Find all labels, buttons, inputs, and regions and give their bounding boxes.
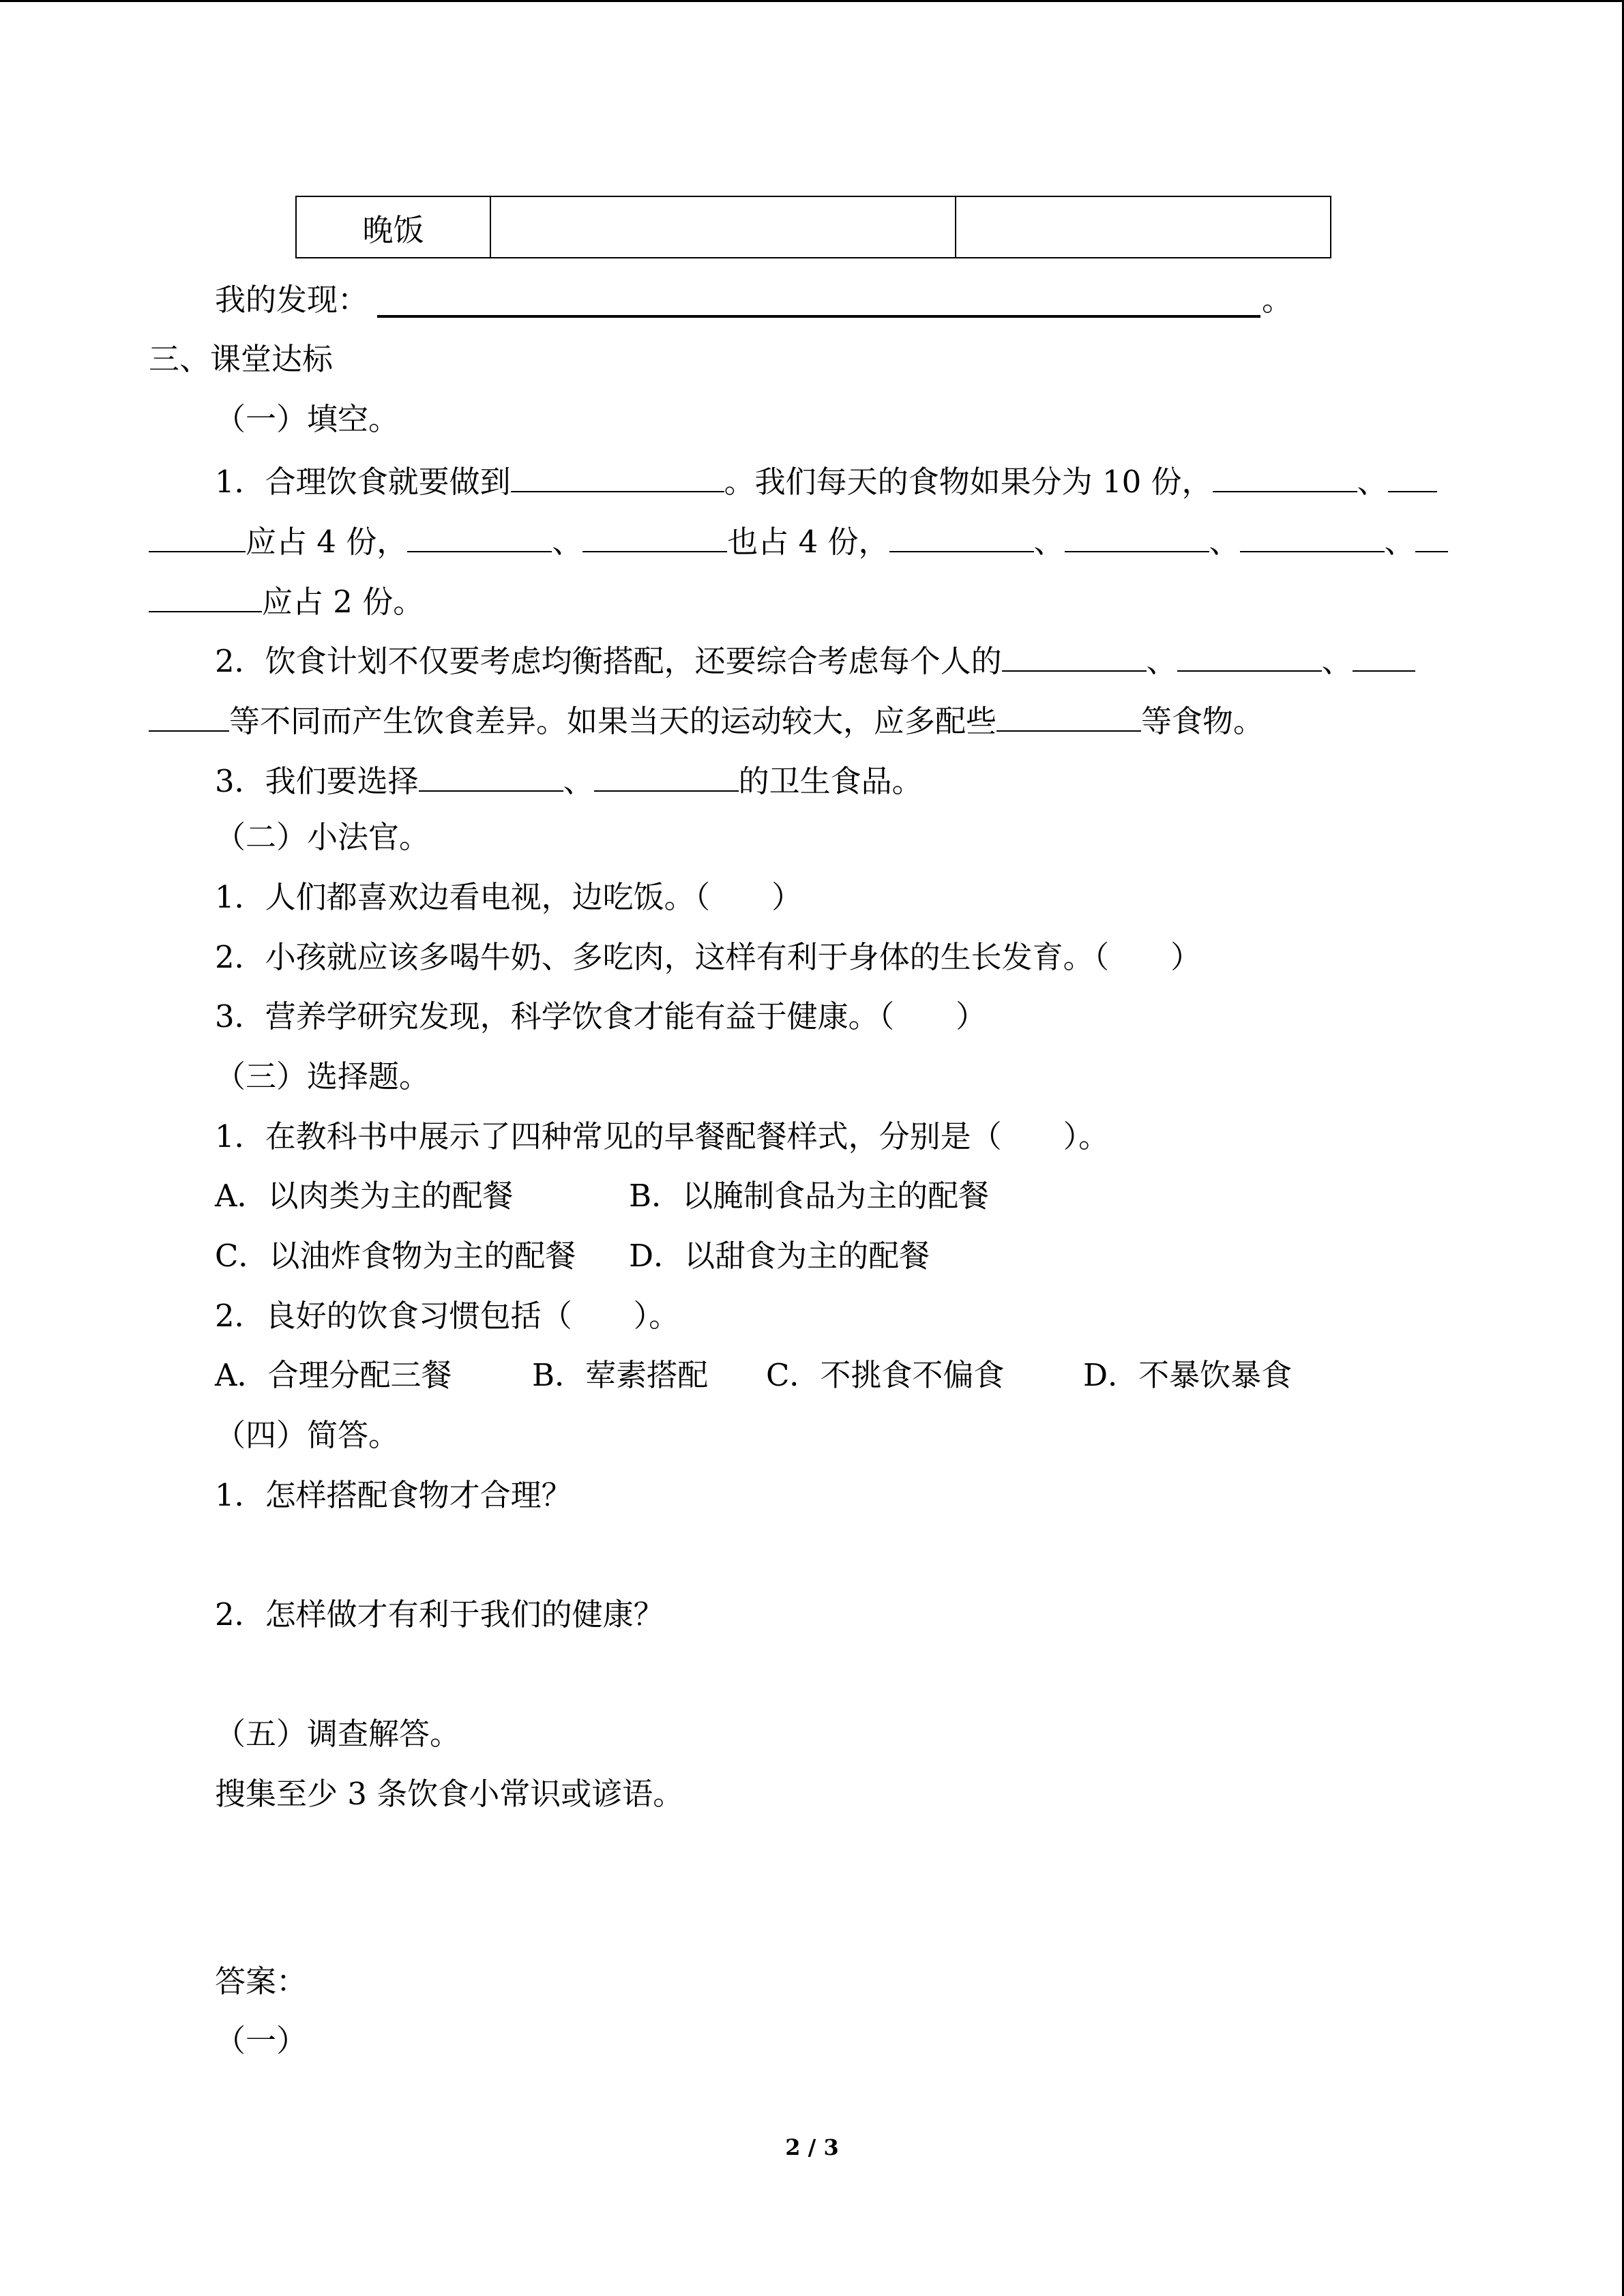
q1-text-e: 应占 2 份。 — [262, 584, 424, 620]
table-cell-label: 晚饭 — [296, 196, 490, 258]
blank[interactable] — [594, 758, 739, 792]
choice-q2: 2．良好的饮食习惯包括（ ）。 — [215, 1298, 680, 1334]
discovery-line — [215, 280, 368, 320]
blank[interactable] — [1415, 518, 1448, 552]
table-cell-blank[interactable] — [490, 196, 956, 258]
q3-text-a: 3．我们要选择 — [215, 763, 419, 799]
fill-q1-line2 — [149, 518, 1448, 563]
sep: 、 — [1033, 524, 1065, 560]
table-row — [296, 196, 1331, 258]
blank[interactable] — [149, 578, 262, 612]
page-number: 2 / 3 — [785, 2134, 839, 2160]
blank[interactable] — [582, 518, 727, 552]
choice-heading: （三）选择题。 — [215, 1058, 430, 1094]
choice-q2-opt-d: D．不暴饮暴食 — [1083, 1357, 1293, 1393]
discovery-end: 。 — [1262, 282, 1293, 318]
fill-q1-line1 — [215, 458, 1437, 503]
blank[interactable] — [1213, 458, 1357, 492]
judge-item-2: 2．小孩就应该多喝牛奶、多吃肉，这样有利于身体的生长发育。（ ） — [215, 939, 1202, 975]
blank[interactable] — [511, 458, 724, 492]
sep: 、 — [1209, 524, 1240, 560]
q2-text-b: 等不同而产生饮食差异。如果当天的运动较大，应多配些 — [229, 703, 997, 739]
q1-text-a: 1．合理饮食就要做到 — [215, 464, 511, 500]
blank[interactable] — [1177, 638, 1322, 672]
blank[interactable] — [1002, 638, 1147, 672]
choice-q1: 1．在教科书中展示了四种常见的早餐配餐样式，分别是（ ）。 — [215, 1118, 1110, 1154]
survey-question: 搜集至少 3 条饮食小常识或谚语。 — [215, 1776, 684, 1812]
judge-item-1: 1．人们都喜欢边看电视，边吃饭。（ ） — [215, 879, 803, 915]
blank[interactable] — [996, 698, 1141, 732]
q3-text-b: 的卫生食品。 — [738, 763, 923, 799]
short-q1: 1．怎样搭配食物才合理？ — [215, 1477, 572, 1513]
q2-text-a: 2．饮食计划不仅要考虑均衡搭配，还要综合考虑每个人的 — [215, 643, 1002, 679]
sep: 、 — [1321, 643, 1353, 679]
fill-q2-line2 — [149, 698, 1264, 742]
blank[interactable] — [419, 758, 563, 792]
blank[interactable] — [149, 698, 229, 732]
answers-first: （一） — [215, 2023, 308, 2059]
section-title: 三、课堂达标 — [149, 341, 334, 377]
judge-item-3: 3．营养学研究发现，科学饮食才能有益于健康。（ ） — [215, 998, 987, 1034]
choice-q1-opt-d: D．以甜食为主的配餐 — [629, 1238, 930, 1274]
short-heading: （四）简答。 — [215, 1417, 400, 1453]
blank[interactable] — [1353, 638, 1415, 672]
judge-heading: （二）小法官。 — [215, 819, 430, 855]
q1-text-b: 。我们每天的食物如果分为 10 份， — [724, 464, 1213, 500]
blank[interactable] — [1388, 458, 1437, 492]
survey-heading: （五）调查解答。 — [215, 1716, 461, 1752]
sep: 、 — [1357, 464, 1388, 500]
short-q2: 2．怎样做才有利于我们的健康？ — [215, 1596, 664, 1632]
discovery-blank[interactable] — [377, 295, 1260, 318]
table-cell-blank[interactable] — [956, 196, 1331, 258]
meal-table — [295, 196, 1331, 258]
choice-q1-opt-b: B．以腌制食品为主的配餐 — [629, 1178, 990, 1214]
blank[interactable] — [1240, 518, 1385, 552]
fill-q2-line1 — [215, 638, 1415, 682]
q1-text-c: 应占 4 份， — [246, 524, 408, 560]
blank[interactable] — [407, 518, 552, 552]
choice-q2-opt-a: A．合理分配三餐 — [215, 1357, 452, 1393]
sep: 、 — [552, 524, 583, 560]
fill-q3 — [215, 758, 923, 802]
blank[interactable] — [149, 518, 246, 552]
blank[interactable] — [1065, 518, 1209, 552]
sep: 、 — [563, 763, 594, 799]
blank[interactable] — [889, 518, 1034, 552]
choice-q1-opt-c: C．以油炸食物为主的配餐 — [215, 1238, 576, 1274]
discovery-label: 我的发现： — [215, 282, 369, 318]
q1-text-d: 也占 4 份， — [727, 524, 889, 560]
sep: 、 — [1146, 643, 1177, 679]
choice-q2-opt-c: C．不挑食不偏食 — [766, 1357, 1005, 1393]
fill-q1-line3 — [149, 578, 424, 623]
fill-heading: （一）填空。 — [215, 401, 400, 437]
choice-q1-opt-a: A．以肉类为主的配餐 — [215, 1178, 514, 1214]
sep: 、 — [1384, 524, 1415, 560]
q2-text-c: 等食物。 — [1141, 703, 1265, 739]
choice-q2-opt-b: B．荤素搭配 — [532, 1357, 709, 1393]
answers-title: 答案： — [215, 1963, 308, 1999]
